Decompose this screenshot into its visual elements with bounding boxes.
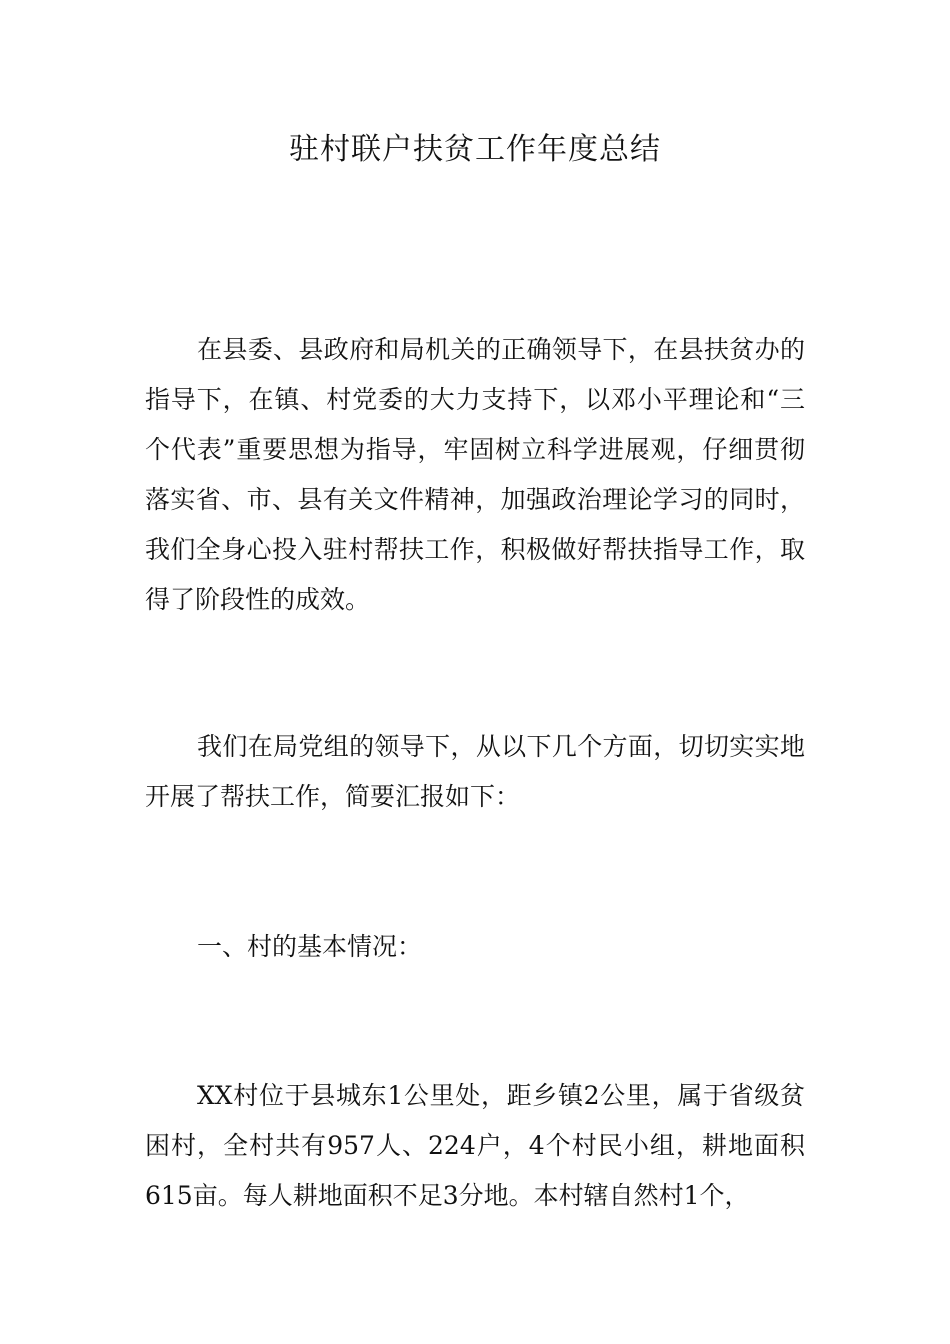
section-heading-village-basics: 一、村的基本情况：	[197, 932, 423, 961]
document-title: 驻村联户扶贫工作年度总结	[289, 132, 661, 167]
paragraph-village-basics: XX村位于县城东1公里处，距乡镇2公里，属于省级贫困村，全村共有957人、224户，4个村民小组，耕地面积615亩。每人耕地面积不足3分地。本村辖自然村1个，	[145, 1081, 805, 1210]
paragraph-overview: 我们在局党组的领导下，从以下几个方面，切切实实地开展了帮扶工作，简要汇报如下：	[145, 732, 805, 811]
paragraph-intro: 在县委、县政府和局机关的正确领导下，在县扶贫办的指导下，在镇、村党委的大力支持下，以邓小平理论和“三个代表”重要思想为指导，牢固树立科学进展观，仔细贯彻落实省、市、县有关文件精神，加强政治理论学习的同时，我们全身心投入驻村帮扶工作，积极做好帮扶指导工作，取得了阶段性的成效。	[145, 335, 805, 614]
